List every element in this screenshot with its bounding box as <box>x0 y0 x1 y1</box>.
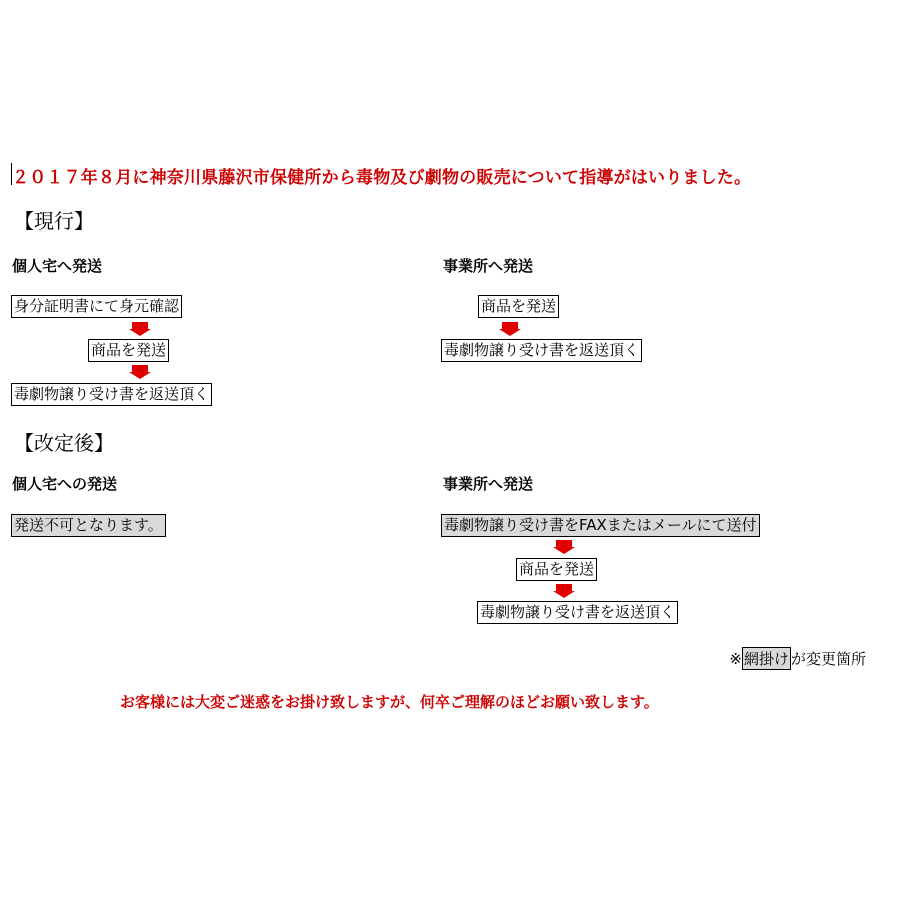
revised-business-step-3: 毒劇物譲り受け書を返送頂く <box>477 601 678 624</box>
current-business-label: 事業所へ発送 <box>443 257 534 275</box>
revised-heading: 【改定後】 <box>14 431 114 455</box>
current-home-label: 個人宅へ発送 <box>12 257 103 275</box>
revised-business-label: 事業所へ発送 <box>443 475 534 493</box>
revised-business-step-2: 商品を発送 <box>516 558 597 581</box>
revised-business-step-1: 毒劇物譲り受け書をFAXまたはメールにて送付 <box>441 514 760 537</box>
legend-hatched-sample: 網掛け <box>742 647 791 670</box>
legend-prefix: ※ <box>729 650 742 668</box>
revised-home-label: 個人宅への発送 <box>12 475 118 493</box>
current-heading: 【現行】 <box>14 209 94 233</box>
notice-text: ２０１７年８月に神奈川県藤沢市保健所から毒物及び劇物の販売について指導がはいりました。 <box>12 168 752 188</box>
legend-suffix: が変更箇所 <box>790 650 866 668</box>
revised-home-step-1: 発送不可となります。 <box>11 514 166 537</box>
current-business-step-1: 商品を発送 <box>478 295 559 318</box>
current-home-step-1: 身分証明書にて身元確認 <box>11 295 182 318</box>
legend-note <box>729 647 866 670</box>
current-home-step-2: 商品を発送 <box>88 339 169 362</box>
current-home-step-3: 毒劇物譲り受け書を返送頂く <box>11 383 212 406</box>
apology-text: お客様には大変ご迷惑をお掛け致しますが、何卒ご理解のほどお願い致します。 <box>120 693 659 711</box>
current-business-step-2: 毒劇物譲り受け書を返送頂く <box>441 339 642 362</box>
